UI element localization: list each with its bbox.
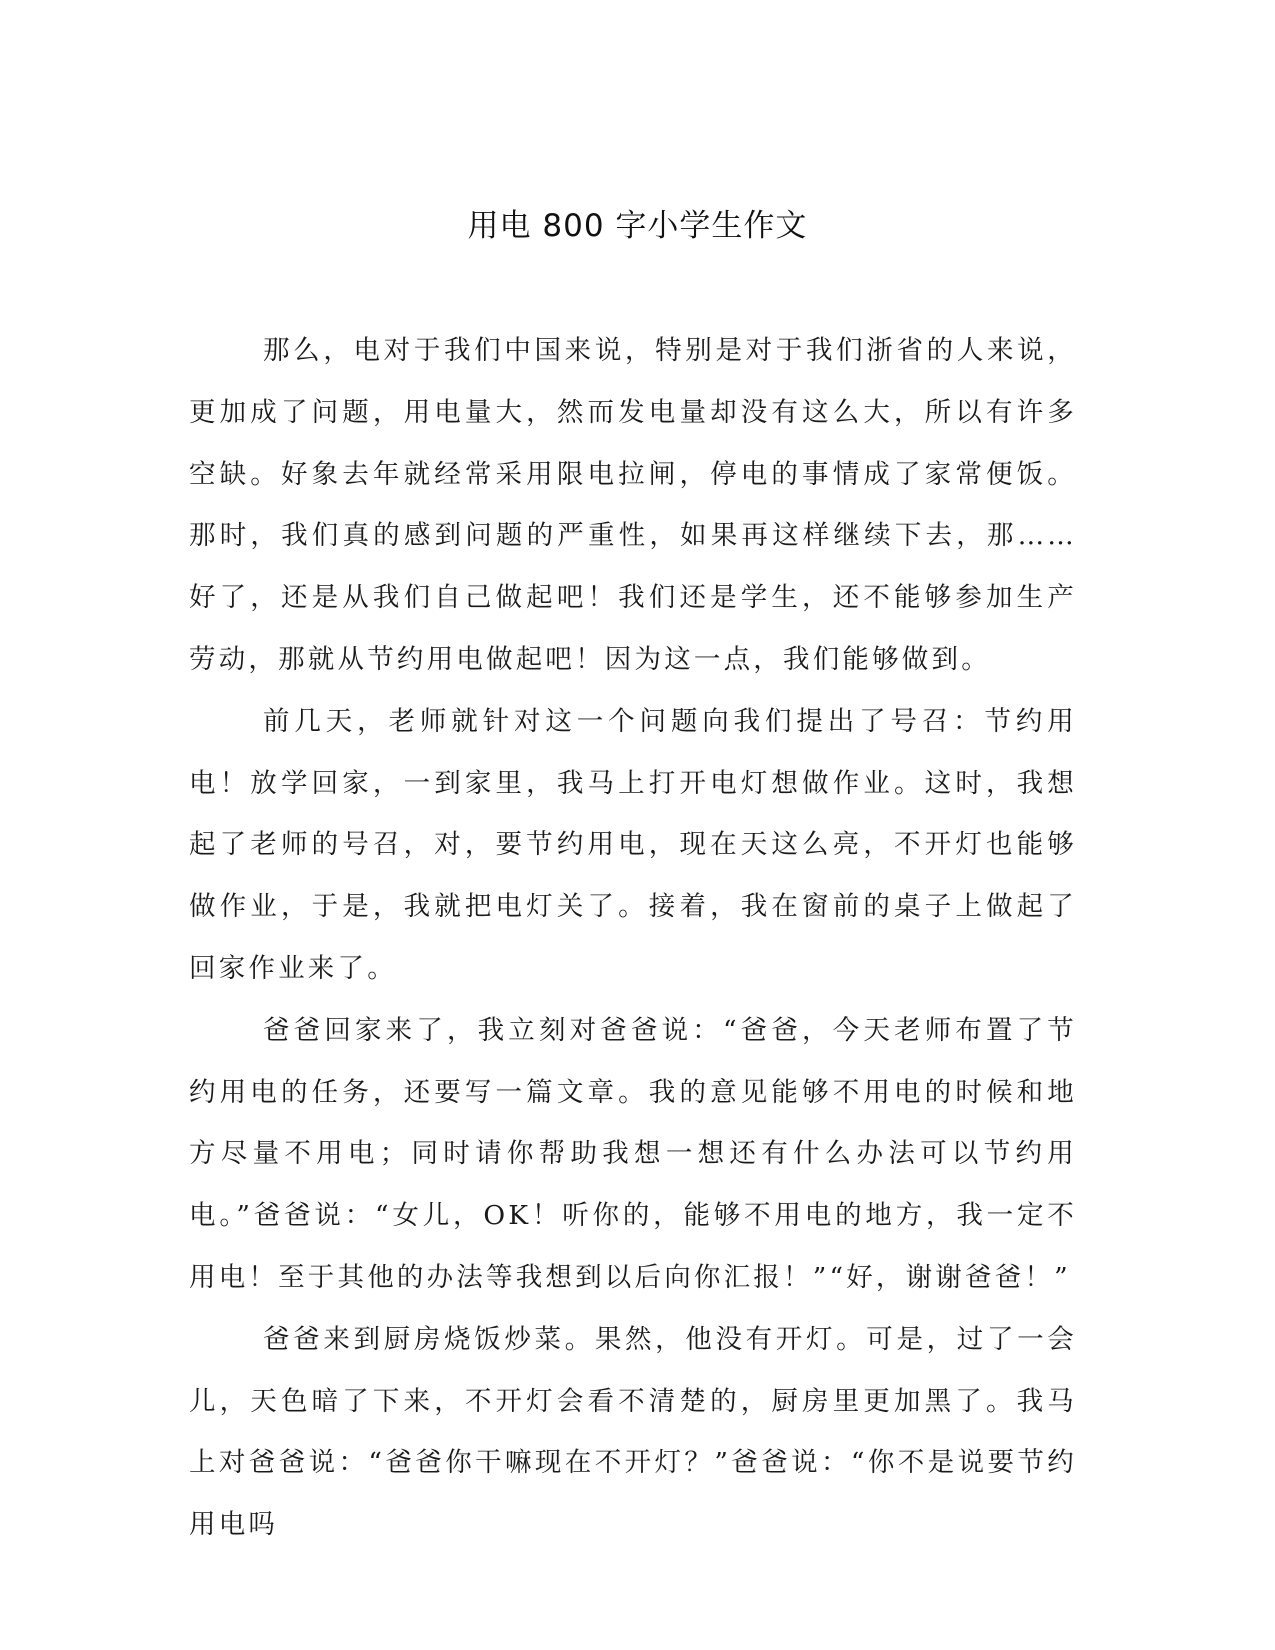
paragraph: 爸爸来到厨房烧饭炒菜。果然，他没有开灯。可是，过了一会儿，天色暗了下来，不开灯会看不清楚的，厨房里更加黑了。我马上对爸爸说：“爸爸你干嘛现在不开灯？”爸爸说：“你不是说要节约用电吗 — [189, 1323, 1077, 1541]
document-title: 用电 800 字小学生作文 — [467, 208, 808, 244]
paragraph: 爸爸回家来了，我立刻对爸爸说：“爸爸，今天老师布置了节约用电的任务，还要写一篇文章。我的意见能够不用电的时候和地方尽量不用电；同时请你帮助我想一想还有什么办法可以节约用电。”爸爸说：“女儿，OK！听你的，能够不用电的地方，我一定不用电！至于其他的办法等我想到以后向你汇报！”“好，谢谢爸爸！” — [189, 1014, 1077, 1293]
paragraph: 前几天，老师就针对这一个问题向我们提出了号召：节约用电！放学回家，一到家里，我马上打开电灯想做作业。这时，我想起了老师的号召，对，要节约用电，现在天这么亮，不开灯也能够做作业，于是，我就把电灯关了。接着，我在窗前的桌子上做起了回家作业来了。 — [189, 705, 1077, 984]
paragraph: 那么，电对于我们中国来说，特别是对于我们浙省的人来说，更加成了问题，用电量大，然而发电量却没有这么大，所以有许多空缺。好象去年就经常采用限电拉闸，停电的事情成了家常便饭。那时，我们真的感到问题的严重性，如果再这样继续下去，那……好了，还是从我们自己做起吧！我们还是学生，还不能够参加生产劳动，那就从节约用电做起吧！因为这一点，我们能够做到。 — [189, 335, 1077, 675]
document-body — [189, 320, 1077, 1556]
